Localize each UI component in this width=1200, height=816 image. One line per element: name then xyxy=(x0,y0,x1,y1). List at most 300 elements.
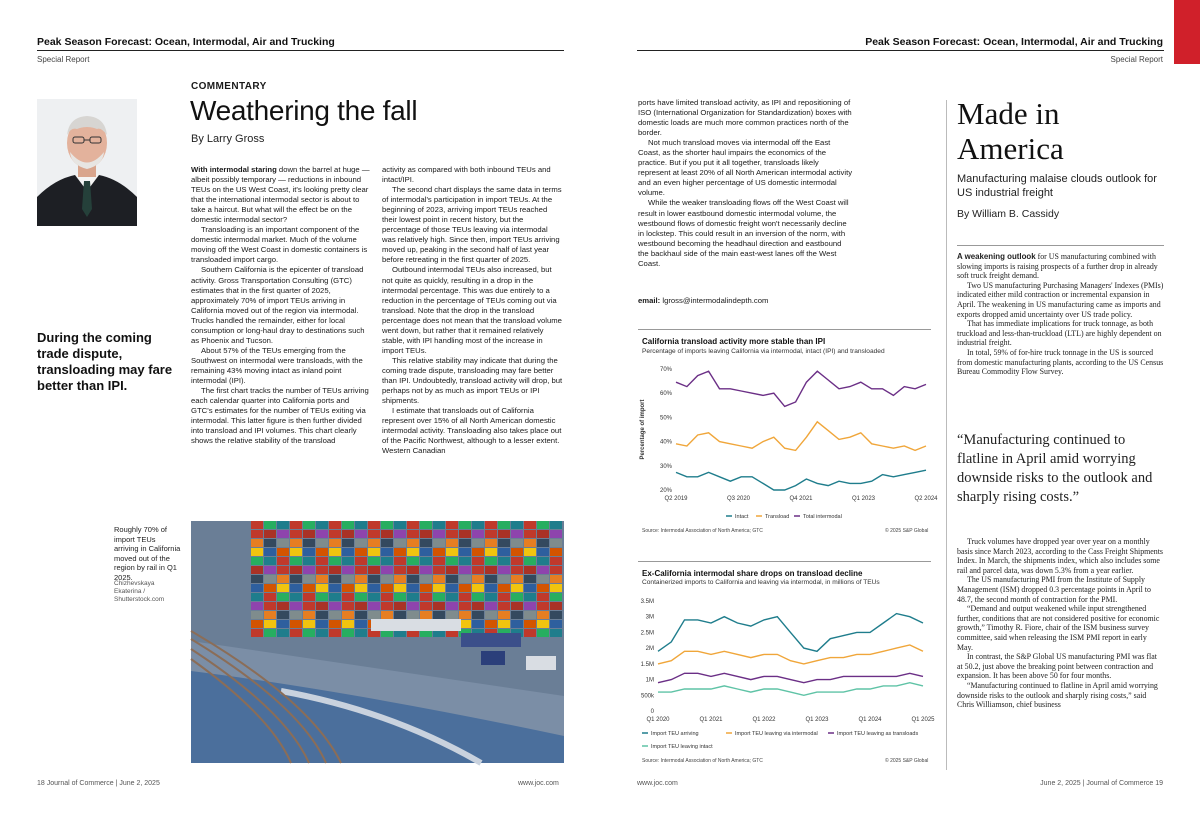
container-block xyxy=(524,629,536,637)
container-block xyxy=(433,557,445,565)
container-block xyxy=(498,530,510,538)
col2-paragraph: activity as compared with both inbound TEUs and intact/IPI. xyxy=(382,165,551,185)
series-line xyxy=(658,683,923,696)
container-block xyxy=(511,575,523,583)
container-block xyxy=(329,602,341,610)
container-block xyxy=(368,602,380,610)
container-block xyxy=(381,548,393,556)
article-column-2 xyxy=(382,165,563,456)
container-block xyxy=(537,575,549,583)
container-block xyxy=(407,548,419,556)
container-block xyxy=(524,530,536,538)
container-block xyxy=(316,521,328,529)
x-tick-label: Q1 2024 xyxy=(858,717,882,723)
container-block xyxy=(511,566,523,574)
container-block xyxy=(355,629,367,637)
container-block xyxy=(342,611,354,619)
chart1-title: California transload activity more stable than IPI xyxy=(642,337,826,346)
container-block xyxy=(251,530,263,538)
container-block xyxy=(290,629,302,637)
container-block xyxy=(459,602,471,610)
container-block xyxy=(303,620,315,628)
container-block xyxy=(550,611,562,619)
container-block xyxy=(420,539,432,547)
container-block xyxy=(472,611,484,619)
chart2-source: Source: Intermodal Association of North America; GTC xyxy=(642,758,763,764)
container-block xyxy=(342,575,354,583)
container-block xyxy=(303,539,315,547)
y-tick-label: 2.5M xyxy=(640,630,654,637)
x-tick-label: Q1 2023 xyxy=(851,496,876,502)
container-block xyxy=(433,584,445,592)
container-block xyxy=(511,521,523,529)
x-tick-label: Q1 2021 xyxy=(699,717,723,723)
container-block xyxy=(277,575,289,583)
container-block xyxy=(290,593,302,601)
container-block xyxy=(537,539,549,547)
series-line xyxy=(676,371,926,406)
container-block xyxy=(342,548,354,556)
left-header-rule xyxy=(37,50,564,51)
container-block xyxy=(381,611,393,619)
container-block xyxy=(303,602,315,610)
series-line xyxy=(676,422,926,451)
container-block xyxy=(485,620,497,628)
container-block xyxy=(303,557,315,565)
container-block xyxy=(433,548,445,556)
container-block xyxy=(368,548,380,556)
right-section-label: Special Report xyxy=(1110,55,1163,64)
container-block xyxy=(329,584,341,592)
container-block xyxy=(407,602,419,610)
container-block xyxy=(355,548,367,556)
container-block xyxy=(407,557,419,565)
container-block xyxy=(433,575,445,583)
container-block xyxy=(342,530,354,538)
left-page-header: Peak Season Forecast: Ocean, Intermodal, Air and Trucking xyxy=(37,36,335,48)
y-tick-label: 50% xyxy=(659,415,672,422)
container-block xyxy=(303,548,315,556)
container-block xyxy=(277,620,289,628)
container-block xyxy=(264,620,276,628)
container-block xyxy=(264,557,276,565)
col3-paragraph: ports have limited transload activity, as IPI and repositioning of ISO (International Organization for Standardization) boxes with domestic loads are much more common practices north of the border. xyxy=(638,98,852,138)
container-block xyxy=(264,602,276,610)
container-block xyxy=(537,602,549,610)
container-block xyxy=(329,575,341,583)
left-footer-folio: 18 Journal of Commerce | June 2, 2025 xyxy=(37,780,160,787)
container-block xyxy=(303,530,315,538)
x-tick-label: Q1 2025 xyxy=(911,717,935,723)
container-block xyxy=(407,539,419,547)
container-block xyxy=(524,539,536,547)
container-block xyxy=(511,611,523,619)
container-block xyxy=(264,548,276,556)
container-block xyxy=(329,521,341,529)
container-block xyxy=(537,611,549,619)
container-block xyxy=(459,611,471,619)
container-block xyxy=(550,593,562,601)
container-block xyxy=(329,611,341,619)
x-tick-label: Q1 2023 xyxy=(805,717,829,723)
container-block xyxy=(316,593,328,601)
container-block xyxy=(446,611,458,619)
container-block xyxy=(485,575,497,583)
container-block xyxy=(264,611,276,619)
container-block xyxy=(303,566,315,574)
container-block xyxy=(433,602,445,610)
y-tick-label: 40% xyxy=(659,439,672,446)
container-block xyxy=(472,620,484,628)
container-block xyxy=(485,530,497,538)
container-block xyxy=(394,602,406,610)
container-block xyxy=(537,629,549,637)
container-block xyxy=(368,521,380,529)
container-block xyxy=(433,539,445,547)
y-tick-label: 20% xyxy=(659,488,672,494)
chart2-title: Ex-California intermodal share drops on transload decline xyxy=(642,569,863,578)
y-tick-label: 3.5M xyxy=(640,599,654,605)
container-block xyxy=(420,602,432,610)
container-block xyxy=(277,566,289,574)
container-block xyxy=(511,530,523,538)
container-block xyxy=(420,584,432,592)
container-block xyxy=(550,521,562,529)
sidebar-paragraph: for US manufacturing combined with slowing imports is raising prospects of a further drop in already soft truck freight demand. xyxy=(957,252,1158,281)
container-block xyxy=(550,584,562,592)
container-block xyxy=(446,584,458,592)
col2-paragraph: I estimate that transloads out of California represent over 15% of all North American domestic intermodal activity. Transloading also takes place out of the Pacific Northwest, although to a lesser extent. Western Canadian xyxy=(382,406,562,456)
chart2-plot xyxy=(638,590,933,755)
email-label: email: xyxy=(638,296,661,305)
container-block xyxy=(524,557,536,565)
container-block xyxy=(251,575,263,583)
container-block xyxy=(550,575,562,583)
col1-paragraph: Transloading is an important component of the domestic intermodal market. Much of the volume moving off the West Coast in domestic containers is transloaded import cargo. xyxy=(191,225,368,265)
container-block xyxy=(498,521,510,529)
container-block xyxy=(355,521,367,529)
container-block xyxy=(524,548,536,556)
container-block xyxy=(329,593,341,601)
container-block xyxy=(537,557,549,565)
container-block xyxy=(381,566,393,574)
container-block xyxy=(381,539,393,547)
container-block xyxy=(498,548,510,556)
container-block xyxy=(303,575,315,583)
y-axis-label: Percentage of import xyxy=(640,399,646,460)
container-block xyxy=(433,611,445,619)
container-block xyxy=(264,566,276,574)
article-column-3 xyxy=(638,98,853,269)
container-block xyxy=(511,548,523,556)
chart1-plot xyxy=(638,358,938,526)
container-block xyxy=(290,566,302,574)
container-block xyxy=(303,629,315,637)
container-block xyxy=(446,530,458,538)
series-line xyxy=(676,470,926,490)
container-block xyxy=(433,593,445,601)
container-block xyxy=(472,539,484,547)
container-block xyxy=(446,575,458,583)
container-block xyxy=(290,575,302,583)
sidebar-paragraph: In total, 59% of for-hire truck tonnage in the US is sourced from domestic manufacturing plants, according to the US Census Bureau Commodity Flow Survey. xyxy=(957,347,1164,377)
col1-paragraph: Southern California is the epicenter of transload activity. Gross Transportation Consulting (GTC) estimates that in the first quarter of 2025, approximately 70% of import TEUs arriving in California moved out of the region via intermodal. Trucks handled the remainder, either for local consumption or long-haul dray to destinations such as Phoenix and Tucson. xyxy=(191,265,365,345)
container-block xyxy=(251,611,263,619)
chart1-top-rule xyxy=(638,329,931,330)
y-tick-label: 0 xyxy=(650,709,654,715)
container-block xyxy=(303,584,315,592)
container-block xyxy=(368,557,380,565)
chart2-top-rule xyxy=(638,561,931,562)
container-block xyxy=(316,557,328,565)
container-block xyxy=(550,557,562,565)
container-block xyxy=(381,602,393,610)
y-tick-label: 60% xyxy=(659,391,672,398)
container-block xyxy=(251,539,263,547)
container-block xyxy=(355,557,367,565)
container-block xyxy=(251,629,263,637)
container-block xyxy=(355,593,367,601)
container-block xyxy=(485,521,497,529)
container-block xyxy=(446,557,458,565)
container-block xyxy=(446,566,458,574)
container-block xyxy=(459,593,471,601)
container-block xyxy=(251,602,263,610)
container-block xyxy=(251,548,263,556)
container-block xyxy=(550,530,562,538)
container-block xyxy=(342,629,354,637)
sidebar-title: Made in America xyxy=(957,96,1064,166)
legend-label: Total intermodal xyxy=(803,514,842,520)
container-block xyxy=(550,620,562,628)
container-block xyxy=(355,602,367,610)
container-block xyxy=(446,521,458,529)
container-block xyxy=(511,584,523,592)
sidebar-byline: By William B. Cassidy xyxy=(957,208,1060,220)
container-block xyxy=(498,593,510,601)
container-block xyxy=(446,593,458,601)
container-block xyxy=(355,611,367,619)
container-block xyxy=(407,566,419,574)
container-block xyxy=(433,566,445,574)
x-tick-label: Q2 2024 xyxy=(914,496,938,502)
container-block xyxy=(420,521,432,529)
container-block xyxy=(277,530,289,538)
container-block xyxy=(511,620,523,628)
right-header-rule xyxy=(637,50,1164,51)
container-block xyxy=(264,530,276,538)
container-block xyxy=(498,620,510,628)
container-block xyxy=(264,593,276,601)
container-block xyxy=(277,548,289,556)
container-block xyxy=(394,611,406,619)
col2-paragraph: The second chart displays the same data in terms of intermodal's participation in import TEUs. At the beginning of 2023, arriving import TEUs reached their lowest point in recent history, but the percentage of those TEUs leaving via intermodal was relatively high. Since then, import TEUs arriving moved up, peaking in the second half of last year before retreating in the first quarter of 2025. xyxy=(382,185,562,265)
container-block xyxy=(407,575,419,583)
container-block xyxy=(264,539,276,547)
right-page-header: Peak Season Forecast: Ocean, Intermodal, Air and Trucking xyxy=(865,36,1163,48)
container-block xyxy=(524,566,536,574)
container-block xyxy=(368,566,380,574)
container-block xyxy=(550,548,562,556)
container-block xyxy=(485,602,497,610)
col1-paragraph: The first chart tracks the number of TEUs arriving each calendar quarter into California ports and GTC's estimates for the number of TEUs exiting via intermodal. This latter figure is then further divided into transload and IPI volumes. This chart clearly shows the relative stability of the transload xyxy=(191,386,369,446)
container-block xyxy=(446,548,458,556)
container-block xyxy=(472,593,484,601)
container-block xyxy=(277,521,289,529)
x-tick-label: Q1 2022 xyxy=(752,717,776,723)
container-block xyxy=(394,557,406,565)
sidebar-rule xyxy=(957,245,1164,246)
chart1-copyright: © 2025 S&P Global xyxy=(885,528,929,534)
container-block xyxy=(303,521,315,529)
container-block xyxy=(472,557,484,565)
container-block xyxy=(420,575,432,583)
sidebar-lead-in: A weakening outlook xyxy=(957,252,1036,261)
container-block xyxy=(290,602,302,610)
container-block xyxy=(329,620,341,628)
container-block xyxy=(290,530,302,538)
container-block xyxy=(316,611,328,619)
x-tick-label: Q4 2021 xyxy=(789,496,813,502)
email-address[interactable]: lgross@intermodalindepth.com xyxy=(662,296,769,305)
author-email xyxy=(638,296,853,306)
container-block xyxy=(316,548,328,556)
red-page-tab xyxy=(1174,0,1200,64)
container-block xyxy=(316,602,328,610)
container-block xyxy=(420,593,432,601)
container-block xyxy=(277,539,289,547)
container-block xyxy=(537,566,549,574)
container-block xyxy=(485,548,497,556)
sidebar-paragraph: “Manufacturing continued to flatline in April amid worrying downside risks to the outlook and sharply rising costs,” said Chris Williamson, chief business xyxy=(957,680,1158,710)
container-block xyxy=(368,584,380,592)
container-block xyxy=(459,548,471,556)
container-block xyxy=(342,593,354,601)
container-block xyxy=(498,566,510,574)
container-block xyxy=(251,566,263,574)
chart2-subtitle: Containerized imports to California and leaving via intermodal, in millions of TEUs xyxy=(642,579,880,586)
container-block xyxy=(290,521,302,529)
container-block xyxy=(342,602,354,610)
container-block xyxy=(355,539,367,547)
container-block xyxy=(355,575,367,583)
container-block xyxy=(251,521,263,529)
container-block xyxy=(485,611,497,619)
container-block xyxy=(342,521,354,529)
y-tick-label: 30% xyxy=(659,463,672,470)
container-block xyxy=(394,539,406,547)
container-block xyxy=(498,584,510,592)
container-block xyxy=(368,611,380,619)
container-block xyxy=(420,548,432,556)
container-block xyxy=(264,584,276,592)
x-tick-label: Q3 2020 xyxy=(726,496,751,502)
container-block xyxy=(381,584,393,592)
container-block xyxy=(290,548,302,556)
container-block xyxy=(368,539,380,547)
sidebar-paragraph: The US manufacturing PMI from the Institute of Supply Management (ISM) dropped 0.3 percentage points in April to 48.7, the second month of contraction for the PMI. xyxy=(957,575,1151,604)
container-block xyxy=(264,575,276,583)
container-block xyxy=(511,539,523,547)
y-tick-label: 1.5M xyxy=(640,661,654,668)
container-block xyxy=(459,575,471,583)
container-block xyxy=(329,566,341,574)
container-block xyxy=(407,593,419,601)
container-block xyxy=(394,521,406,529)
container-block xyxy=(472,566,484,574)
sidebar-paragraph: In contrast, the S&P Global US manufacturing PMI was flat at 50.2, just above the breaking point between contraction and expansion. It has been above 50 for four months. xyxy=(957,652,1157,681)
sidebar-paragraph: Two US manufacturing Purchasing Managers' Indexes (PMIs) indicated either mild contraction or incremental expansion in April. The weakening in US manufacturing came as imports and exports dropped amid uncertainty over US trade policy. xyxy=(957,280,1164,319)
container-block xyxy=(498,557,510,565)
container-block xyxy=(329,530,341,538)
x-tick-label: Q2 2019 xyxy=(664,496,688,502)
container-block xyxy=(485,566,497,574)
container-block xyxy=(277,593,289,601)
container-block xyxy=(394,593,406,601)
container-block xyxy=(498,539,510,547)
container-block xyxy=(550,602,562,610)
col2-paragraph: This relative stability may indicate that during the coming trade dispute, transloading may fare better than IPI. Undoubtedly, transload activity will drop, but perhaps not by as much as import TEUs or IPI shipments. xyxy=(382,355,563,406)
sidebar-paragraph: “Demand and output weakened while input strengthened further, conditions that are not considered positive for economic growth,” Timothy R. Fiore, chair of the ISM business survey committee, said when releasing the ISM PMI report in early May. xyxy=(957,604,1160,652)
container-block xyxy=(433,530,445,538)
container-block xyxy=(251,593,263,601)
container-block xyxy=(485,593,497,601)
container-block xyxy=(407,530,419,538)
container-block xyxy=(420,566,432,574)
container-block xyxy=(524,584,536,592)
container-block xyxy=(277,584,289,592)
article-title: Weathering the fall xyxy=(190,95,418,126)
container-block xyxy=(537,530,549,538)
container-block xyxy=(420,557,432,565)
container-block xyxy=(290,620,302,628)
container-block xyxy=(303,611,315,619)
container-block xyxy=(537,548,549,556)
legend-label: Import TEU arriving xyxy=(651,731,699,737)
series-line xyxy=(658,645,923,664)
col2-paragraph: Outbound intermodal TEUs also increased, but not quite as quickly, resulting in a drop in the intermodal percentage. This was due entirely to a reduction in the percentage of TEUs coming out via transload. Note that the drop in the transload percentage does not mean that the transload volume went down, but rather that it remained relatively stable, with IPI handling most of the increase in import TEUs. xyxy=(382,265,562,355)
container-block xyxy=(329,539,341,547)
container-block xyxy=(329,629,341,637)
left-footer-url: www.joc.com xyxy=(518,780,559,787)
container-block xyxy=(485,539,497,547)
container-block xyxy=(459,521,471,529)
container-block xyxy=(537,521,549,529)
rail-yard-photo xyxy=(191,521,564,763)
container-block xyxy=(472,602,484,610)
legend-label: Import TEU leaving intact xyxy=(651,744,713,750)
y-tick-label: 500k xyxy=(640,693,654,700)
container-block xyxy=(303,593,315,601)
container-block xyxy=(498,575,510,583)
container-block xyxy=(407,521,419,529)
legend-label: Import TEU leaving as transloads xyxy=(837,731,919,737)
container-block xyxy=(498,611,510,619)
right-footer-folio: June 2, 2025 | Journal of Commerce 19 xyxy=(1040,780,1163,787)
container-block xyxy=(290,557,302,565)
container-block xyxy=(420,530,432,538)
container-block xyxy=(394,575,406,583)
container-block xyxy=(524,575,536,583)
chart1-source: Source: Intermodal Association of North America; GTC xyxy=(642,528,763,534)
container-block xyxy=(394,530,406,538)
col3-paragraph: While the weaker transloading flows off the West Coast will result in lower eastbound domestic intermodal volume, the westbound flows of domestic freight won't necessarily decline in lockstep. This could result in an inversion of the norm, with westbound becoming the headhaul direction and eastbound the backhaul side of the main east-west lanes off the West Coast. xyxy=(638,198,849,268)
sidebar-paragraph: Truck volumes have dropped year over year on a monthly basis since March 2023, according to the Cass Freight Shipments Index. In March, the shipments index, which also includes some rail and parcel data, was down 5.3% from a year earlier. xyxy=(957,537,1164,575)
container-block xyxy=(472,548,484,556)
container-block xyxy=(355,566,367,574)
container-block xyxy=(355,584,367,592)
photo-caption: Roughly 70% of import TEUs arriving in California moved out of the region by rail in Q1 2025. xyxy=(114,525,181,582)
